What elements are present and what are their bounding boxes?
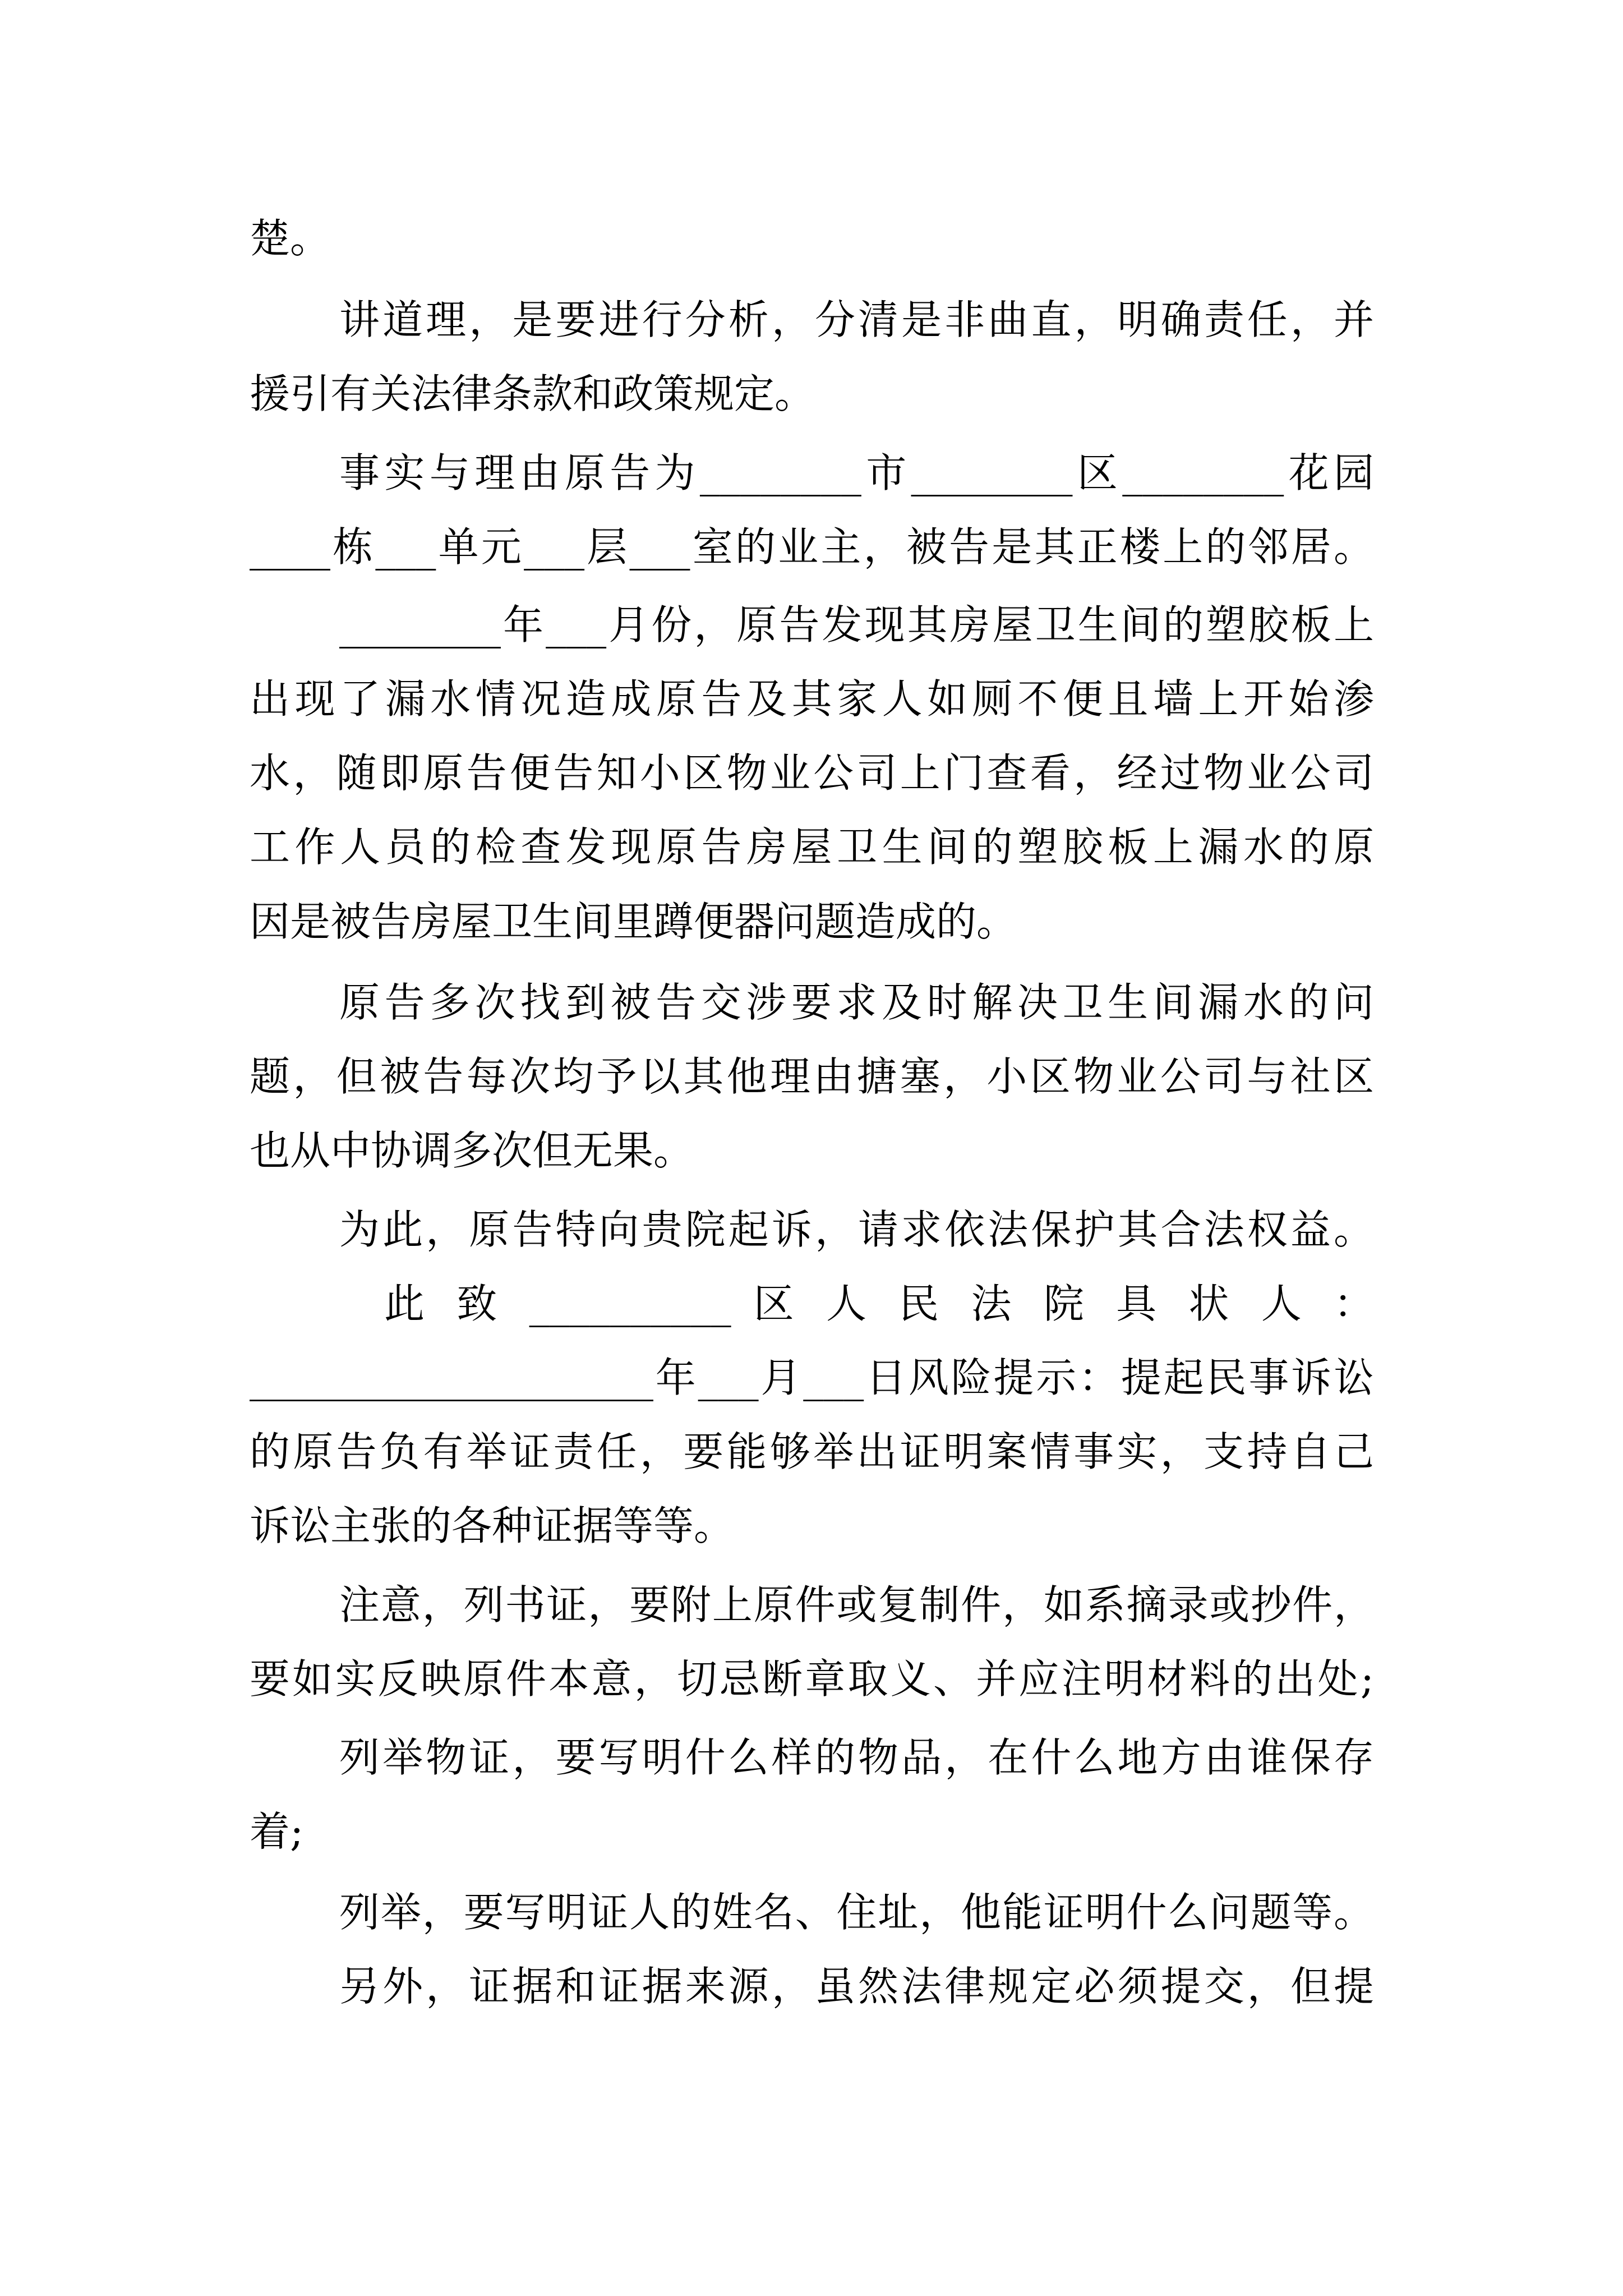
text-line: 着; xyxy=(250,1808,304,1855)
text-line: ____栋___单元___层___室的业主，被告是其正楼上的邻居。 xyxy=(250,523,1374,570)
text-line: 事实与理由原告为________市________区________花园 xyxy=(339,449,1374,496)
text-line: 也从中协调多次但无果。 xyxy=(250,1127,694,1174)
text-line: 水，随即原告便告知小区物业公司上门查看，经过物业公司 xyxy=(250,749,1374,797)
text-line: 列举物证，要写明什么样的物品，在什么地方由谁保存 xyxy=(339,1734,1374,1781)
text-line: 此 致 __________ 区 人 民 法 院 具 状 人 ： xyxy=(384,1280,1374,1327)
text-line: 工作人员的检查发现原告房屋卫生间的塑胶板上漏水的原 xyxy=(250,823,1374,871)
text-line: 列举，要写明证人的姓名、住址，他能证明什么问题等。 xyxy=(339,1889,1374,1936)
text-line: 诉讼主张的各种证据等等。 xyxy=(250,1502,735,1549)
text-line: 楚。 xyxy=(250,215,331,262)
text-line: 讲道理，是要进行分析，分清是非曲直，明确责任，并 xyxy=(339,296,1374,343)
text-line: 题，但被告每次均予以其他理由搪塞，小区物业公司与社区 xyxy=(250,1053,1374,1100)
text-line: 的原告负有举证责任，要能够举出证明案情事实，支持自己 xyxy=(250,1428,1374,1475)
text-line: 原告多次找到被告交涉要求及时解决卫生间漏水的问 xyxy=(339,979,1374,1026)
text-line: ____________________年___月___日风险提示：提起民事诉讼 xyxy=(250,1354,1374,1401)
text-line: 为此，原告特向贵院起诉，请求依法保护其合法权益。 xyxy=(339,1206,1374,1253)
text-line: 要如实反映原件本意，切忌断章取义、并应注明材料的出处; xyxy=(250,1655,1374,1703)
text-line: 因是被告房屋卫生间里蹲便器问题造成的。 xyxy=(250,898,1017,945)
text-line: 援引有关法律条款和政策规定。 xyxy=(250,370,815,417)
text-line: ________年___月份，原告发现其房屋卫生间的塑胶板上 xyxy=(339,601,1374,648)
text-line: 注意，列书证，要附上原件或复制件，如系摘录或抄件， xyxy=(339,1581,1374,1628)
text-line: 出现了漏水情况造成原告及其家人如厕不便且墙上开始渗 xyxy=(250,675,1374,723)
text-line: 另外，证据和证据来源，虽然法律规定必须提交，但提 xyxy=(339,1963,1374,2010)
